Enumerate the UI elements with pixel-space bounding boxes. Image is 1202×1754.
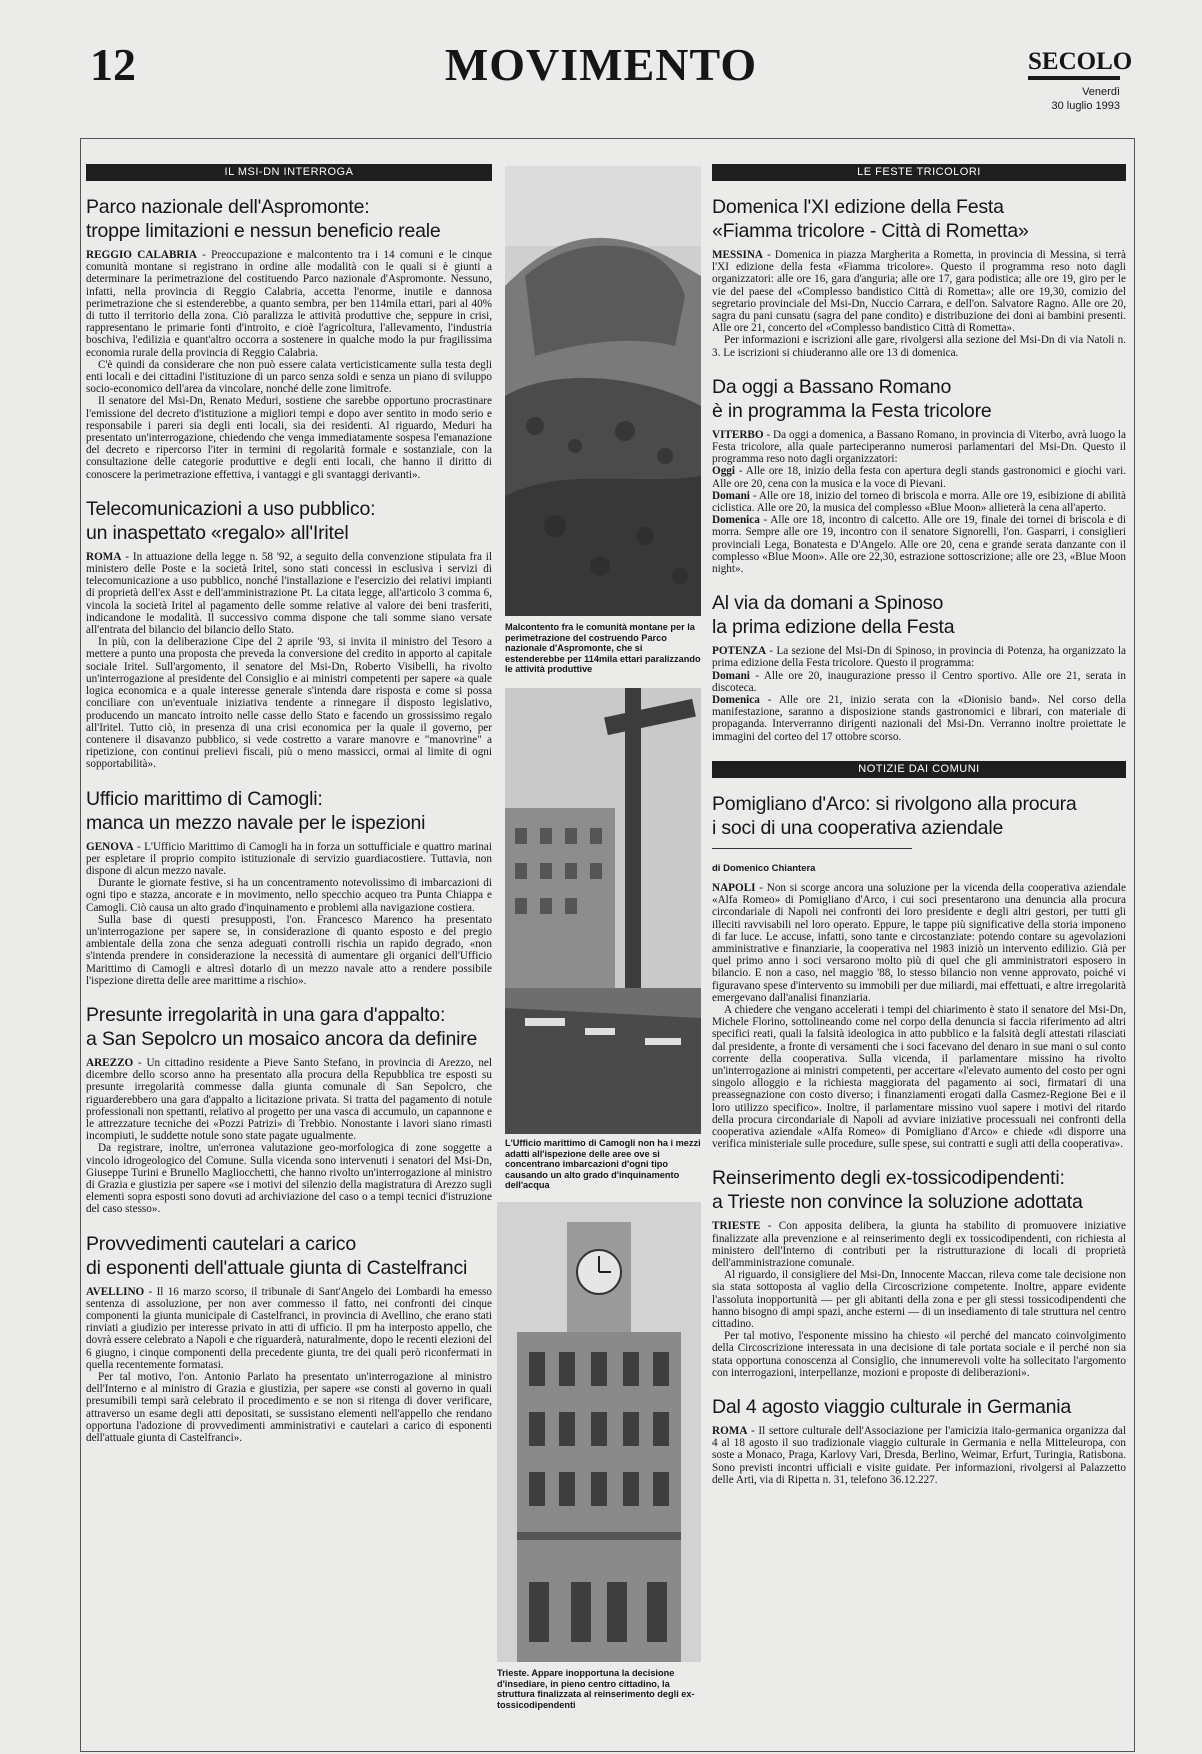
section-banner-comuni: NOTIZIE DAI COMUNI <box>712 761 1126 778</box>
left-column <box>86 164 492 1740</box>
article-camogli: Ufficio marittimo di Camogli: manca un mezzo navale per le ispezioni GENOVA - L'Ufficio Marittimo di Camogli ha in forza un sottufficiale e quattro marinai per espletare il proprio compito istituzionale di servizio guardiacostiere. Tuttavia, non dispone di alcun mezzo navale. Durante le giornate festive, si ha un concentramento notevolissimo di imbarcazioni di ogni tipo e stazza, ancorate e in movimento, nello specchio acqueo tra Punta Chiappa e Camogli. Ciò causa un alto grado d'inquinamento e problemi alla navigazione costiera. Sulla base di questi presupposti, l'on. Francesco Marenco ha presentato un'interrogazione per sapere se, in considerazione di quanto esposto e del pregio ambientale della zona che senza adeguati controlli rischia un rapido degrado, «non s'intenda prendere in considerazione la necessità di aumentare gli organici dell'Ufficio Marittimo di Camogli e altresì dotarlo di un mezzo navale atto a rendere possibile l'ispezione diretta delle aree marittime a rischio». <box>86 787 492 987</box>
article-headline: Da oggi a Bassano Romano è in programma la Festa tricolore <box>712 375 992 422</box>
issue-day: Venerdì <box>1082 86 1120 98</box>
article-pomigliano: Pomigliano d'Arco: si rivolgono alla procura i soci di una cooperativa aziendale di Domenico Chiantera NAPOLI - Non si scorge ancora una soluzione per la vicenda della cooperativa aziendale «Alfa Romeo» di Pomigliano d'Arco, i cui soci presentarono una denuncia alla procura circondariale di Napoli nei confronti dei loro presidente e degli altri gestori, per tutti gli illeciti ravvisabili nel loro operato. Eppure, le tappe più significative della storia imponeno di far luce. Le accuse, infatti, sono tante e circostanziate: potendo contare su agevolazioni amministrative e finanziarie, la cooperativa nel 1983 iniziò un intervento edilizio. Già per quel primo anno i soci versarono molto più di quel che gli amministratori esposero in bilancio. E non a caso, nel maggio '88, lo stesso bilancio non venne approvato, poiché vi figuravano spese d'intervento su immobili per due miliardi, mai effettuati, e altre irregolarità emergevano dall'analisi finanziaria. A chiedere che vengano accelerati i tempi del chiarimento è stato il senatore del Msi-Dn, Michele Florino, sottolineando come nel corpo della denuncia si faccia riferimento ad altri specifici reati, quali la falsità ideologica in atto pubblico e la falsità degli attestati rilasciati dal presidente, a fronte di versamenti che i soci facevano del denaro in sue mani o sul conto corrente della cooperativa. Sulla vicenda, il parlamentare missino ha rivolto un'interrogazione ai ministri competenti, per accertare «l'elevato aumento del costo per ogni singolo alloggio e la richiesta maggiorata del pagamento ai soci, firmatari di una preassegnazione con costo diverso; i finanziamenti erogati dalla Casmez-Regione Bei e il loro utilizzo specifico». Inoltre, il parlamentare missino vuol sapere i motivi del ritardo della procura circondariale di Napoli ad avviare iniziative processuali nei confronti della cooperativa aziendale «Alfa Romeo» di Pomigliano d'Arco» e chiede «di disporre una verifica ministeriale sulle procedure, sulle spese, sui contratti e sugli atti della cooperativa». <box>712 792 1126 1151</box>
article-headline: Reinserimento degli ex-tossicodipendenti: a Trieste non convince la soluzione adottata <box>712 1167 1083 1214</box>
caption-aspromonte: Malcontento fra le comunità montane per la perimetrazione del costruendo Parco nazionale d'Aspromonte, che si estenderebbe per 114mila ettari paralizzando le attività produttive <box>505 622 701 674</box>
photo-trieste <box>497 1202 701 1662</box>
article-bassano-romano: Da oggi a Bassano Romano è in programma la Festa tricolore VITERBO - Da oggi a domenica, a Bassano Romano, in provincia di Viterbo, avrà luogo la Festa tricolore, alla quale parteciperanno numerosi parlamentari del Msi-Dn. Questo il programma reso noto dagli organizzatori: Oggi - Alle ore 18, inizio della festa con apertura degli stands gastronomici e giochi vari. Alle ore 20, cena con la musica e la voce di Pievani. Domani - Alle ore 18, inizio del torneo di briscola e morra. Alle ore 19, esibizione di abilità ciclistica. Alle ore 20, la musica del complesso «Blue Moon» allieterà la cena all'aperto. Domenica - Alle ore 18, incontro di calcetto. Alle ore 19, finale dei tornei di briscola e di morra. Sempre alle ore 19, incontro con il senatore Signorelli, l'on. Gasparri, i consiglieri provinciali Lega, Bonatesta e D'Angelo. Alle ore 20, cena e grande serata danzante con il complesso «Blue Moon». Alle ore 22,30, estrazione sottoscrizione; alle ore 23, «Blue Moon night». <box>712 375 1126 576</box>
article-iritel: Telecomunicazioni a uso pubblico: un inaspettato «regalo» all'Iritel ROMA - In attuazione della legge n. 58 '92, a seguito della convenzione stipulata fra il ministero delle Poste e la società Iritel, sono stati concessi in esclusiva i servizi di telecomunicazione a uso pubblico, nonché l'installazione e l'esercizio dei relativi impianti di proprietà dell'ex Asst e dell'amministrazione Pt. La citata legge, all'articolo 3 comma 6, vincola la società Iritel al pagamento delle somme relative al valore dei beni trasferiti, indicandone le modalità. Il successivo comma dispone che tali somme siano versate all'entrata del bilancio del bilancio dello Stato. In più, con la deliberazione Cipe del 2 aprile '93, si invita il ministro del Tesoro a mettere a punto una proposta che preveda la conversione del credito in apporto al capitale sociale Iritel. Sull'argomento, il senatore del Msi-Dn, Roberto Visibelli, ha rivolto un'interrogazione al presidente del Consiglio e ai ministri competenti per sapere «a quale logica economica e a quale interesse generale s'intenda dare risposta e come si possa conciliare con un'eventuale iniziativa tendente a rinnegare il disposto legislativo, producendo un mancato introito nelle casse dello Stato e facendo un grossissimo regalo all'Iritel. Tutto ciò, in presenza di una crisi economica per la quale il governo, per contenere il disavanzo pubblico, si vede costretto a varare manovre e "manovrine" a ripetizione, con continui prelievi fiscali, più o meno massicci, ormai al limite di ogni sopportabilità». <box>86 497 492 771</box>
article-body: AVELLINO - Il 16 marzo scorso, il tribunale di Sant'Angelo dei Lombardi ha emesso sentenza di assoluzione, per non aver commesso il fatto, nei confronti dei cinque componenti la giunta municipale di Castelfranci, in provincia di Avellino, che erano stati rinviati a giudizio per interesse privato in atti di ufficio. Il pm ha interposto appello, che dovrà essere celebrato a Napoli e che riguarderà, naturalmente, dopo le recenti elezioni del 6 giugno, i cinque componenti della precedente giunta, tre dei quali però riconfermati in quella recentemente formatasi. <box>86 1285 492 1371</box>
article-headline: Al via da domani a Spinoso la prima edizione della Festa <box>712 592 955 639</box>
article-trieste: Reinserimento degli ex-tossicodipendenti: a Trieste non convince la soluzione adottata TRIESTE - Con apposita delibera, la giunta ha stabilito di promuovere iniziative finalizzate alla prevenzione e al reinserimento degli ex tossicodipendenti, con richiesta al ministero dell'Interno di contributi per la ristrutturazione di locali di proprietà dell'amministrazione comunale. Al riguardo, il consigliere del Msi-Dn, Innocente Maccan, rileva come tale decisione non sia stata sottoposta al vaglio della Circoscrizione competente. Inoltre, appare evidente l'assoluta inopportunità — per gli abitanti della zona e per gli stessi tossicodipendenti che hanno bisogno di ampi spazi, anche esterni — di un insediamento di tale struttura nel centro cittadino. Per tal motivo, l'esponente missino ha chiesto «il perché del mancato coinvolgimento della Circoscrizione interessata in una decisione di tale portata sociale e il perché non sia stata opportuna conoscenza al Consiglio, che innumerevoli volte ha sollecitato l'argomento con interrogazioni, interpellanze, mozioni e proposte di deliberazioni». <box>712 1167 1126 1379</box>
article-headline: Parco nazionale dell'Aspromonte: troppe limitazioni e nessun beneficio reale <box>86 196 441 242</box>
article-body: REGGIO CALABRIA - Preoccupazione e malcontento tra i 14 comuni e le cinque comunità montane si registrano in ordine alle modalità con le quali si è giunti a determinare la perimetrazione del costituendo Parco nazionale d'Aspromonte. Nessuno, infatti, nella provincia di Reggio Calabria, accetta l'enorme, inutile e dannosa perimetrazione che si estenderebbe, a quanto sembra, per ben 114mila ettari, pari al 40% di tutto il territorio della zona. Ciò paralizza le attività produttive che, seppure in crisi, rappresentano le primarie fonti d'introito, e cioè l'agricoltura, l'allevamento, l'industria boschiva, l'edilizia e quant'altro occorra a sostenere in qualche modo la pur fragilissima economia rurale della provincia di Reggio Calabria. <box>86 249 492 359</box>
photo-aspromonte <box>505 166 701 616</box>
article-castelfranci: Provvedimenti cautelari a carico di esponenti dell'attuale giunta di Castelfranci AVELLINO - Il 16 marzo scorso, il tribunale di Sant'Angelo dei Lombardi ha emesso sentenza di assoluzione, per non aver commesso il fatto, nei confronti dei cinque componenti la giunta municipale di Castelfranci, in provincia di Avellino, che erano stati rinviati a giudizio per interesse privato in atti di ufficio. Il pm ha interposto appello, che dovrà essere celebrato a Napoli e che riguarderà, naturalmente, dopo le recenti elezioni del 6 giugno, i cinque componenti della precedente giunta, tre dei quali però riconfermati in quella recentemente formatasi. Per tal motivo, l'on. Antonio Parlato ha presentato un'interrogazione al ministro dell'Interno e al ministro di Grazia e giustizia, per sapere «se consti al governo in quali presumibili tempi sarà celebrato il procedimento e se non si ritenga di dover verificare, attraverso un esame degli atti depositati, se sussistano elementi nell'appello che rendano opportuna l'adozione di provvedimenti amministrativi e cautelari a carico di esponenti dell'attuale giunta di Castelfranci». <box>86 1232 492 1445</box>
photo-camogli-image <box>505 688 701 1134</box>
article-body: ROMA - Il settore culturale dell'Associazione per l'amicizia italo-germanica organizza dal 4 al 18 agosto il suo tradizionale viaggio culturale in Germania e nella Mitteleuropa, con soste a Monaco, Praga, Karlovy Vari, Dresda, Berlino, Weimar, Erfurt, Turingia, Ratisbona. Sono previsti incontri ufficiali e visite guidate. Per informazioni, rivolgersi al Palazzetto delle Arti, via di Ripetta n. 31, telefono 36.12.227. <box>712 1425 1126 1486</box>
article-body: TRIESTE - Con apposita delibera, la giunta ha stabilito di promuovere iniziative finalizzate alla prevenzione e al reinserimento degli ex tossicodipendenti, con richiesta al ministero dell'Interno di contributi per la ristrutturazione di locali di proprietà dell'amministrazione comunale. <box>712 1220 1126 1269</box>
article-headline: Dal 4 agosto viaggio culturale in Germania <box>712 1396 1072 1418</box>
article-body: NAPOLI - Non si scorge ancora una soluzione per la vicenda della cooperativa aziendale «Alfa Romeo» di Pomigliano d'Arco, i cui soci presentarono una denuncia alla procura circondariale di Napoli nei confronti dei loro presidente e degli altri gestori, per tutti gli illeciti ravvisabili nel loro operato. Eppure, le tappe più significative della storia imponeno di far luce. Le accuse, infatti, sono tante e circostanziate: potendo contare su agevolazioni amministrative e finanziarie, la cooperativa nel 1983 iniziò un intervento edilizio. Già per quel primo anno i soci versarono molto più di quel che gli amministratori esposero in bilancio. E non a caso, nel maggio '88, lo stesso bilancio non venne approvato, poiché vi figuravano spese d'intervento su immobili per due miliardi, mai effettuati, e altre irregolarità emergevano dall'analisi finanziaria. <box>712 881 1126 1004</box>
article-san-sepolcro: Presunte irregolarità in una gara d'appalto: a San Sepolcro un mosaico ancora da definire AREZZO - Un cittadino residente a Pieve Santo Stefano, in provincia di Arezzo, nel dicembre dello scorso anno ha presentato alla procura della Repubblica tre esposti su presunte irregolarità commesse dalla giunta comunale di San Sepolcro, che riguarderebbero una gara d'appalto a licitazione privata. Si tratta del pagamento di notule professionali non spettanti, relativo al progetto per una vasca di accumulo, un capannone e le attrezzature tecniche dei «Pozzi Patrizi» di Trebbio. Nonostante i lavori siano rimasti incompiuti, le suddette notule sono state pagate ugualmente. Da registrare, inoltre, un'erronea valutazione geo-morfologica di zone soggette a vincolo idrogeologico del Comune. Sulla vicenda sono intervenuti i senatori del Msi-Dn, Giuseppe Turini e Brunello Magliocchetti, che hanno rivolto un'interrogazione al ministro di Grazia e giustizia per sapere «se i motivi del silenzio della magistratura di Arezzo sugli elementi sopra esposti sono dovuti ad archiviazione del caso o a tempi tecnici d'istruzione del caso stesso». <box>86 1003 492 1216</box>
article-headline: Telecomunicazioni a uso pubblico: un inaspettato «regalo» all'Iritel <box>86 497 376 544</box>
article-body: MESSINA - Domenica in piazza Margherita a Rometta, in provincia di Messina, si terrà l'XI edizione della festa «Fiamma tricolore». Questo il programma reso noto dagli organizzatori: alle ore 16, gara d'anguria; alle ore 17, gara podistica; alle ore 19, giro per le vie del paese del «Complesso bandistico Città di Rometta»; alle ore 19,30, comizio del segretario provinciale del Msi-Dn, Nuccio Carrara, e dell'on. Salvatore Ragno. Alle ore 20, sagra du pani cunsatu (sagra del pane condito) e distribuzione dei doni ai bambini presenti. Alle ore 21, concerto del «Complesso bandistico Città di Rometta». <box>712 249 1126 335</box>
article-headline: Provvedimenti cautelari a carico di esponenti dell'attuale giunta di Castelfranci <box>86 1232 468 1279</box>
article-germania <box>712 1395 1126 1486</box>
section-banner-feste: LE FESTE TRICOLORI <box>712 164 1126 181</box>
photo-aspromonte-image <box>505 166 701 616</box>
newspaper-logo: SECOLO <box>1028 48 1120 80</box>
article-body: ROMA - In attuazione della legge n. 58 '92, a seguito della convenzione stipulata fra il ministero delle Poste e la società Iritel, sono stati concessi in esclusiva i servizi di telecomunicazione a uso pubblico, nonché l'installazione e l'esercizio dei relativi impianti di proprietà dell'ex Asst e dell'amministrazione Pt. La citata legge, all'articolo 3 comma 6, vincola la società Iritel al pagamento delle somme relative al valore dei beni trasferiti, indicandone le modalità. Il successivo comma dispone che tali somme siano versate all'entrata del bilancio del bilancio dello Stato. <box>86 550 492 637</box>
article-aspromonte: Parco nazionale dell'Aspromonte: troppe limitazioni e nessun beneficio reale REGGIO CALABRIA - Preoccupazione e malcontento tra i 14 comuni e le cinque comunità montane si registrano in ordine alle modalità con le quali si è giunti a determinare la perimetrazione del costituendo Parco nazionale d'Aspromonte. Nessuno, infatti, nella provincia di Reggio Calabria, accetta l'enorme, inutile e dannosa perimetrazione che si estenderebbe, a quanto sembra, per ben 114mila ettari, pari al 40% di tutto il territorio della zona. Ciò paralizza le attività produttive che, seppure in crisi, rappresentano le primarie fonti d'introito, e cioè l'agricoltura, l'allevamento, l'industria boschiva, l'edilizia e quant'altro occorra a sostenere in qualche modo la pur fragilissima economia rurale della provincia di Reggio Calabria. C'è quindi da considerare che non può essere calata verticisticamente sulla testa degli enti locali e dei cittadini l'istituzione di un parco senza soldi e senza un piano di sviluppo socio-economico dell'area da vincolare, nonché delle zone limitrofe. Il senatore del Msi-Dn, Renato Meduri, sostiene che sarebbe opportuno procrastinare l'emissione del decreto d'istituzione a migliori tempi e dopo aver sentito in modo serio e responsabile i pareri sia degli enti locali, sia dei residenti. Al riguardo, Meduri ha presentato un'interrogazione, chiedendo che venga immediatamente sospesa l'emanazione del decreto e ripercorso l'iter in termini di regolarità formale e sostanziale, con la consultazione delle categorie produttive e degli enti locali, che hanno il diritto di conoscere la perimetrazione effettiva, i vantaggi e gli svantaggi derivanti». <box>86 196 492 481</box>
byline: di Domenico Chiantera <box>712 862 816 874</box>
article-spinoso: Al via da domani a Spinoso la prima edizione della Festa POTENZA - La sezione del Msi-Dn di Spinoso, in provincia di Potenza, ha organizzato la prima edizione della Festa tricolore. Questo il programma: Domani - Alle ore 20, inaugurazione presso il Centro sportivo. Alle ore 21, serata in discoteca. Domenica - Alle ore 21, inizio serata con la «Dionisio band». Nel corso della manifestazione, saranno a disposizione stands gastronomici e librari, con materiale di propaganda. Interverranno dirigenti nazionali del Msi-Dn. Verranno inoltre proiettate le immagini del corteo del 17 ottobre scorso. <box>712 592 1126 743</box>
photo-trieste-image <box>497 1202 701 1662</box>
article-rometta: Domenica l'XI edizione della Festa «Fiamma tricolore - Città di Rometta» MESSINA - Domenica in piazza Margherita a Rometta, in provincia di Messina, si terrà l'XI edizione della festa «Fiamma tricolore». Questo il programma reso noto dagli organizzatori: alle ore 16, gara d'anguria; alle ore 17, gara podistica; alle ore 19, giro per le vie del paese del «Complesso bandistico Città di Rometta»; alle ore 19,30, comizio del segretario provinciale del Msi-Dn, Nuccio Carrara, e dell'on. Salvatore Ragno. Alle ore 20, sagra du pani cunsatu (sagra del pane condito) e distribuzione dei doni ai bambini presenti. Alle ore 21, concerto del «Complesso bandistico Città di Rometta». Per informazioni e iscrizioni alle gare, rivolgersi alla sezione del Msi-Dn di via Natoli n. 3. Le iscrizioni si chiuderanno alle ore 13 di domenica. <box>712 196 1126 359</box>
section-title: MOVIMENTO <box>444 39 758 90</box>
issue-date: 30 luglio 1993 <box>1051 100 1120 112</box>
section-banner-msi: IL MSI-DN INTERROGA <box>86 164 492 181</box>
article-body: AREZZO - Un cittadino residente a Pieve Santo Stefano, in provincia di Arezzo, nel dicembre dello scorso anno ha presentato alla procura della Repubblica tre esposti su presunte irregolarità commesse dalla giunta comunale di San Sepolcro, che riguarderebbero una gara d'appalto a licitazione privata. Si tratta del pagamento di notule professionali non spettanti, relativo al progetto per una vasca di accumulo, un capannone e le attrezzature tecniche dei «Pozzi Patrizi» di Trebbio. Nonostante i lavori siano rimasti incompiuti, le suddette notule sono state pagate ugualmente. <box>86 1056 492 1143</box>
article-headline: Ufficio marittimo di Camogli: manca un mezzo navale per le ispezioni <box>86 787 426 834</box>
caption-camogli: L'Ufficio marittimo di Camogli non ha i mezzi adatti all'ispezione delle aree ove si concentrano imbarcazioni d'ogni tipo causando un alto grado d'inquinamento dell'acqua <box>505 1138 701 1190</box>
article-body: VITERBO - Da oggi a domenica, a Bassano Romano, in provincia di Viterbo, avrà luogo la Festa tricolore, alla quale parteciperanno numerosi parlamentari del Msi-Dn. Questo il programma reso noto dagli organizzatori: <box>712 428 1126 466</box>
byline-rule <box>712 848 912 849</box>
article-body: GENOVA - L'Ufficio Marittimo di Camogli ha in forza un sottufficiale e quattro marinai per espletare il proprio compito istituzionale di servizio guardiacostiere. Tuttavia, non dispone di alcun mezzo navale. <box>86 840 492 877</box>
caption-trieste: Trieste. Appare inopportuna la decisione d'insediare, in pieno centro cittadino, la struttura finalizzata al reinserimento degli ex-tossicodipendenti <box>497 1668 695 1710</box>
right-column <box>712 164 1126 1740</box>
article-headline: Domenica l'XI edizione della Festa «Fiamma tricolore - Città di Rometta» <box>712 196 1029 242</box>
article-body: POTENZA - La sezione del Msi-Dn di Spinoso, in provincia di Potenza, ha organizzato la prima edizione della Festa tricolore. Questo il programma: <box>712 645 1126 670</box>
page-number: 12 <box>90 39 136 90</box>
article-headline: Pomigliano d'Arco: si rivolgono alla procura i soci di una cooperativa aziendale <box>712 792 1077 839</box>
article-headline: Presunte irregolarità in una gara d'appalto: a San Sepolcro un mosaico ancora da definire <box>86 1003 478 1050</box>
photo-camogli <box>505 688 701 1134</box>
